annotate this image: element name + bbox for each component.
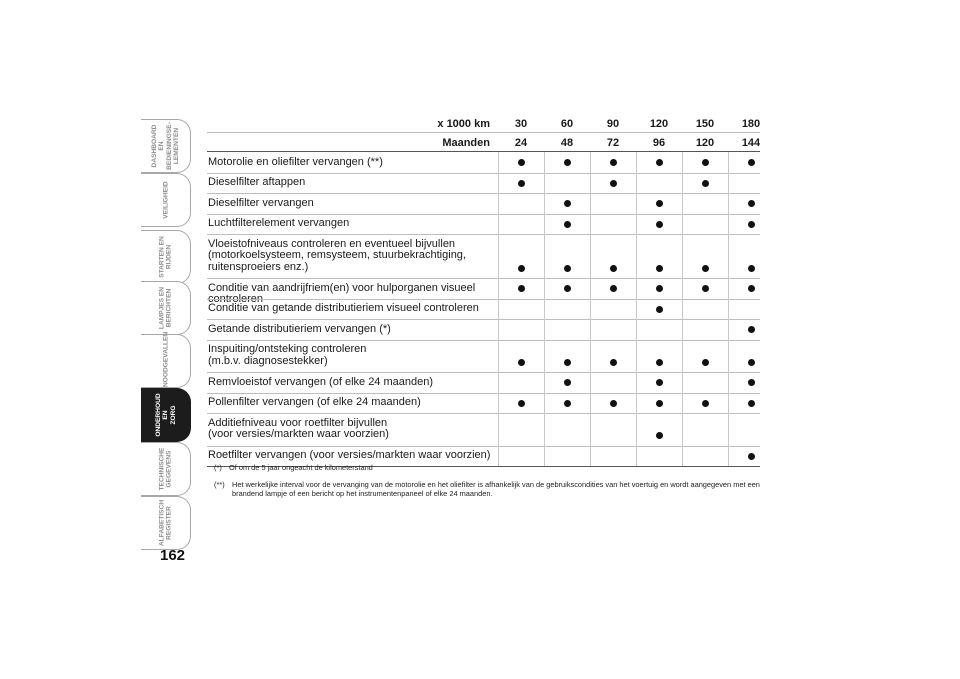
interval-mark: [748, 359, 755, 366]
interval-mark: [564, 359, 571, 366]
header-km-value: 30: [514, 118, 528, 130]
row-rule: [207, 193, 760, 194]
interval-mark: [702, 159, 709, 166]
interval-mark: [518, 400, 525, 407]
column-divider: [682, 152, 683, 466]
interval-mark: [564, 285, 571, 292]
nav-tab-2[interactable]: [141, 173, 191, 227]
footnote-text: Het werkelijke interval voor de vervanging van de motorolie en het oliefilter is afhankelijk van de gebruikscondities van het voertuig en wordt aangegeven met een brandend lampje of een bericht op het instrumentenpaneel of elke 24 maanden.: [232, 480, 760, 498]
interval-mark: [518, 159, 525, 166]
interval-mark: [518, 359, 525, 366]
nav-tab-label: VEILIGHEID: [161, 181, 169, 219]
header-bottom-rule: [207, 151, 760, 152]
row-rule: [207, 372, 760, 373]
header-km-value: 150: [695, 118, 715, 130]
interval-mark: [748, 200, 755, 207]
interval-mark: [748, 453, 755, 460]
task-label: Additiefniveau voor roetfilter bijvullen (voor versies/markten waar voorzien): [208, 416, 389, 440]
nav-tab-label: DASHBOARD EN BEDIENINGSE- LEMENTEN: [150, 122, 180, 170]
interval-mark: [564, 159, 571, 166]
interval-mark: [656, 221, 663, 228]
task-label: Dieselfilter aftappen: [208, 176, 306, 188]
task-label: Getande distributieriem vervangen (*): [208, 322, 391, 335]
task-label: Conditie van getande distributieriem visueel controleren: [208, 302, 479, 314]
interval-mark: [656, 379, 663, 386]
interval-mark: [748, 221, 755, 228]
column-divider: [636, 152, 637, 466]
column-divider: [590, 152, 591, 466]
interval-mark: [564, 200, 571, 207]
row-rule: [207, 340, 760, 341]
task-label: Luchtfilterelement vervangen: [208, 217, 350, 229]
task-label: Dieselfilter vervangen: [208, 196, 314, 209]
task-label: Conditie van aandrijfriem(en) voor hulporganen visueel controleren: [208, 281, 476, 305]
interval-mark: [656, 200, 663, 207]
interval-mark: [702, 265, 709, 272]
interval-mark: [656, 159, 663, 166]
interval-mark: [564, 221, 571, 228]
task-label: Vloeistofniveaus controleren en eventueel bijvullen (motorkoelsysteem, remsysteem, stuurbekrachtiging, ruitensproeiers enz.): [208, 237, 466, 273]
header-km-value: 60: [560, 118, 574, 130]
header-months-value: 96: [652, 137, 666, 149]
header-rule: [207, 132, 760, 133]
nav-tab-4[interactable]: [141, 281, 191, 335]
interval-mark: [702, 359, 709, 366]
header-months-value: 144: [741, 137, 761, 149]
footnote-mark: (**): [214, 480, 225, 489]
interval-mark: [748, 265, 755, 272]
interval-mark: [610, 400, 617, 407]
header-months-value: 120: [695, 137, 715, 149]
task-label: Inspuiting/ontsteking controleren (m.b.v. diagnosestekker): [208, 343, 367, 367]
interval-mark: [610, 285, 617, 292]
interval-mark: [518, 265, 525, 272]
interval-mark: [518, 285, 525, 292]
row-rule: [207, 173, 760, 174]
footnote-text: Of om de 5 jaar ongeacht de kilometerstand: [229, 463, 373, 472]
interval-mark: [656, 400, 663, 407]
nav-tab-3[interactable]: [141, 230, 191, 284]
interval-mark: [656, 432, 663, 439]
column-divider: [544, 152, 545, 466]
row-rule: [207, 214, 760, 215]
interval-mark: [610, 159, 617, 166]
interval-mark: [748, 285, 755, 292]
column-divider: [728, 152, 729, 466]
interval-mark: [656, 306, 663, 313]
interval-mark: [564, 400, 571, 407]
nav-tab-7[interactable]: [141, 442, 191, 496]
column-divider: [498, 152, 499, 466]
nav-tab-5[interactable]: [141, 331, 191, 388]
interval-mark: [748, 400, 755, 407]
header-months-value: 24: [514, 137, 528, 149]
page-number: 162: [160, 547, 186, 564]
nav-tab-1[interactable]: [141, 119, 191, 173]
interval-mark: [748, 326, 755, 333]
nav-tab-label: STARTEN EN RIJDEN: [158, 236, 173, 278]
interval-mark: [564, 265, 571, 272]
nav-tab-6[interactable]: [141, 388, 191, 442]
header-months-value: 48: [560, 137, 574, 149]
row-rule: [207, 278, 760, 279]
row-rule: [207, 234, 760, 235]
interval-mark: [610, 359, 617, 366]
header-months-label: Maanden: [442, 137, 490, 149]
nav-tab-label: TECHNISCHE GEGEVENS: [158, 447, 173, 491]
interval-mark: [564, 379, 571, 386]
task-label: Motorolie en oliefilter vervangen (**): [208, 155, 383, 168]
task-label: Remvloeistof vervangen (of elke 24 maanden): [208, 375, 434, 388]
row-rule: [207, 299, 760, 300]
nav-tab-label: ALFABETISCH REGISTER: [158, 499, 173, 547]
nav-tab-label: LAMPJES EN BERICHTEN: [158, 286, 173, 330]
interval-mark: [656, 265, 663, 272]
row-rule: [207, 319, 760, 320]
interval-mark: [656, 285, 663, 292]
interval-mark: [702, 180, 709, 187]
interval-mark: [702, 400, 709, 407]
interval-mark: [702, 285, 709, 292]
nav-tab-label: ONDERHOUD EN ZORG: [154, 393, 177, 437]
footnote-mark: (*): [214, 463, 222, 472]
interval-mark: [748, 159, 755, 166]
nav-tab-label: NOODGEVALLEN: [161, 331, 169, 387]
header-km-label: x 1000 km: [437, 118, 490, 130]
interval-mark: [748, 379, 755, 386]
task-label: Roetfilter vervangen (voor versies/markten waar voorzien): [208, 449, 491, 461]
header-months-value: 72: [606, 137, 620, 149]
interval-mark: [610, 265, 617, 272]
header-km-value: 180: [741, 118, 761, 130]
interval-mark: [610, 180, 617, 187]
interval-mark: [656, 359, 663, 366]
nav-tab-8[interactable]: [141, 496, 191, 550]
row-rule: [207, 446, 760, 447]
row-rule: [207, 413, 760, 414]
row-rule: [207, 393, 760, 394]
task-label: Pollenfilter vervangen (of elke 24 maanden): [208, 396, 421, 408]
header-km-value: 90: [606, 118, 620, 130]
interval-mark: [518, 180, 525, 187]
header-km-value: 120: [649, 118, 669, 130]
